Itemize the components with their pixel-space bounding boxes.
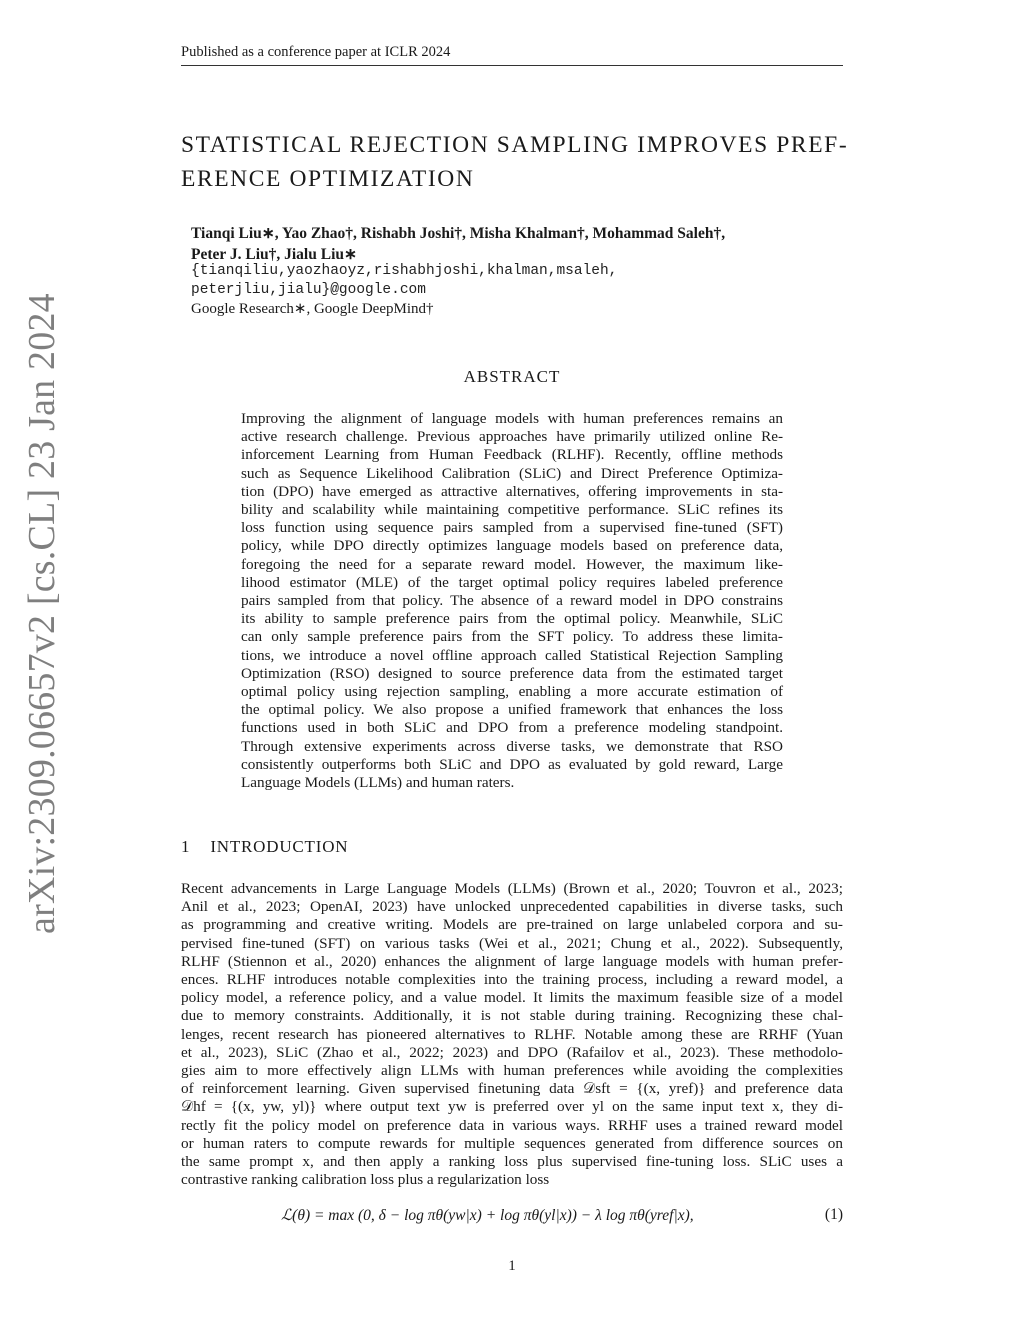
intro-line: the same prompt x, and then apply a ranking loss plus supervised fine-tuning loss. SLiC uses a: [181, 1153, 843, 1171]
abstract-line: can only sample preference pairs from the SFT policy. To address these limita-: [241, 628, 783, 646]
author-emails: [191, 262, 831, 300]
author-line: Tianqi Liu∗, Yao Zhao†, Rishabh Joshi†, Misha Khalman†, Mohammad Saleh†,: [191, 225, 726, 242]
intro-line: due to memory constraints. Additionally, it is not stable during training. Recognizing these chal-: [181, 1007, 843, 1025]
intro-line: et al., 2023), SLiC (Zhao et al., 2022; 2023) and DPO (Rafailov et al., 2023). These methodolo-: [181, 1043, 843, 1061]
intro-line: RLHF (Stiennon et al., 2020) enhances the alignment of large language models with human prefer-: [181, 952, 843, 970]
abstract-line: lihood estimator (MLE) of the target optimal policy requires labeled preference: [241, 573, 783, 591]
equation-text: ℒ(θ) = max (0, δ − log πθ(yw|x) + log πθ(yl|x)) − λ log πθ(yref|x),: [281, 1207, 694, 1224]
equation-1: [181, 1206, 843, 1228]
intro-line: Anil et al., 2023; OpenAI, 2023) have unlocked unprecedented capabilities in diverse tasks, such: [181, 898, 843, 916]
abstract-line: Optimization (RSO) designed to source preference data from the estimated target: [241, 664, 783, 682]
intro-line: Recent advancements in Large Language Models (LLMs) (Brown et al., 2020; Touvron et al., 2023;: [181, 880, 843, 897]
intro-line: ences. RLHF introduces notable complexities into the training process, including a reward model, a: [181, 971, 843, 989]
abstract-line: such as Sequence Likelihood Calibration (SLiC) and Direct Preference Optimiza-: [241, 464, 783, 482]
intro-line: 𝒟hf = {(x, yw, yl)} where output text yw is preferred over yl on the same input text x, they di-: [181, 1098, 843, 1116]
page-number: 1: [508, 1258, 516, 1274]
abstract-line: loss function using sequence pairs sampled from a supervised fine-tuned (SFT): [241, 519, 783, 537]
section-number: 1: [181, 837, 191, 856]
paper-title: [181, 128, 861, 196]
intro-line: lenges, recent research has pioneered alternatives to RLHF. Notable among these are RRHF (Yuan: [181, 1025, 843, 1043]
abstract-line: bility and scalability while maintaining competitive performance. SLiC refines its: [241, 501, 783, 519]
intro-line: rectly fit the policy model on preference data in various ways. RRHF uses a trained reward model: [181, 1116, 843, 1134]
intro-line: contrastive ranking calibration loss plus a regularization loss: [181, 1171, 550, 1189]
abstract-line: the optimal policy. We also propose a unified framework that enhances the loss: [241, 701, 783, 719]
intro-line: policy model, a reference policy, and a value model. It limits the maximum feasible size of a model: [181, 989, 843, 1007]
intro-line: as programming and creative writing. Models are pre-trained on large unlabeled corpora and su-: [181, 916, 843, 934]
equation-number: (1): [824, 1206, 843, 1223]
running-header: Published as a conference paper at ICLR 2024: [181, 44, 451, 60]
abstract-line: tion (DPO) have emerged as attractive alternatives, offering improvements in sta-: [241, 482, 783, 500]
email-line: {tianqiliu,yaozhaoyz,rishabhjoshi,khalman,msaleh,: [191, 263, 618, 279]
abstract-line: policy, while DPO directly optimizes language models based on preference data,: [241, 537, 783, 555]
abstract-line: pairs sampled from that policy. The absence of a reward model in DPO constrains: [241, 592, 783, 610]
author-line: Peter J. Liu†, Jialu Liu∗: [191, 246, 357, 263]
introduction-body: [181, 880, 843, 1189]
title-line: STATISTICAL REJECTION SAMPLING IMPROVES PREF-: [181, 132, 849, 158]
abstract-line: Language Models (LLMs) and human raters.: [241, 774, 515, 792]
intro-line: of reinforcement learning. Given supervised finetuning data 𝒟sft = {(x, yref)} and preference data: [181, 1080, 843, 1098]
abstract-heading: ABSTRACT: [463, 367, 561, 386]
abstract-line: inforcement Learning from Human Feedback (RLHF). Recently, offline methods: [241, 446, 783, 464]
title-line: ERENCE OPTIMIZATION: [181, 166, 475, 192]
intro-line: pervised fine-tuned (SFT) on various tasks (Wei et al., 2021; Chung et al., 2022). Subsequently,: [181, 934, 843, 952]
abstract-line: Through extensive experiments across diverse tasks, we demonstrate that RSO: [241, 737, 783, 755]
arxiv-stamp: arXiv:2309.06657v2 [cs.CL] 23 Jan 2024: [21, 293, 63, 934]
header-rule: [181, 65, 843, 66]
abstract-line: consistently outperforms both SLiC and DPO as evaluated by gold reward, Large: [241, 755, 783, 773]
section-title: INTRODUCTION: [210, 837, 349, 856]
intro-line: or human raters to compute rewards for multiple sequences generated from difference sources on: [181, 1134, 843, 1152]
section-heading-introduction: [181, 837, 348, 857]
intro-line: gies aim to more effectively align LLMs with human preferences while avoiding the complexities: [181, 1062, 843, 1080]
abstract-line: foregoing the need for a separate reward model. However, the maximum like-: [241, 555, 783, 573]
email-line: peterjliu,jialu}@google.com: [191, 282, 426, 298]
author-list: [191, 223, 831, 265]
abstract-line: tions, we introduce a novel offline approach called Statistical Rejection Sampling: [241, 646, 783, 664]
abstract-line: active research challenge. Previous approaches have primarily utilized online Re-: [241, 428, 783, 446]
abstract-line: optimal policy using rejection sampling, enabling a more accurate estimation of: [241, 683, 783, 701]
abstract-line: its ability to sample preference pairs from the optimal policy. Meanwhile, SLiC: [241, 610, 783, 628]
affiliation: Google Research∗, Google DeepMind†: [191, 301, 434, 317]
abstract-line: functions used in both SLiC and DPO from a preference modeling standpoint.: [241, 719, 783, 737]
abstract-line: Improving the alignment of language models with human preferences remains an: [241, 410, 783, 427]
abstract-body: [241, 410, 783, 792]
